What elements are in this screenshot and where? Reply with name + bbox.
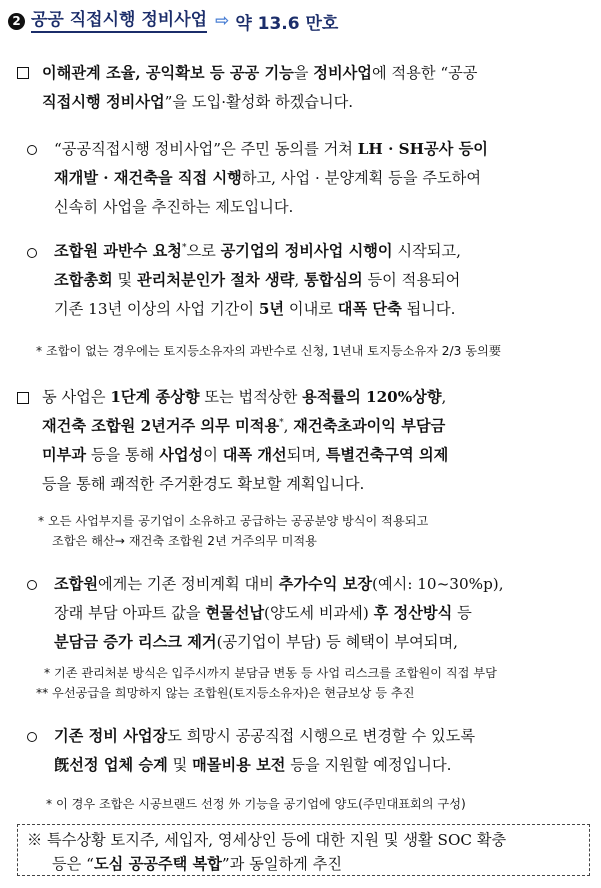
paragraph-line <box>42 444 448 465</box>
bold-text: 통합심의 <box>303 271 363 289</box>
bold-text: 재건축초과이익 부담금 <box>293 417 446 435</box>
bold-text: LH · SH공사 등이 <box>357 140 488 158</box>
box-line: ※ 특수상황 토지주, 세입자, 영세상인 등에 대한 지원 및 생활 SOC 확충 <box>27 831 507 849</box>
bold-text: 현물선납 <box>205 604 265 622</box>
paragraph-line <box>54 196 293 217</box>
text-run: 동 사업은 <box>42 388 111 406</box>
paragraph-line <box>42 386 446 407</box>
bold-text: 용적률의 120%상향 <box>302 388 442 406</box>
square-bullet-icon <box>17 392 29 404</box>
box-line <box>52 853 342 874</box>
paragraph-line <box>54 240 461 261</box>
text-run: , <box>441 388 447 406</box>
footnote: * 기존 관리처분 방식은 입주시까지 분담금 변동 등 사업 리스크를 조합원이 직접 부담 <box>44 666 497 680</box>
circle-bullet-icon <box>27 145 37 155</box>
square-bullet-icon <box>17 67 29 79</box>
bold-text: 매몰비용 보전 <box>192 756 286 774</box>
text-run: ”을 도입·활성화 하겠습니다. <box>164 93 354 111</box>
text-run: 도 희망시 공공직접 시행으로 변경할 수 있도록 <box>167 727 475 745</box>
text-run: 장래 부담 아파트 값을 <box>54 604 206 622</box>
bold-text: 관리처분인가 절차 생략 <box>137 271 295 289</box>
bold-text: 도심 공공주택 복합 <box>93 855 222 873</box>
bold-text: 1단계 종상향 <box>110 388 200 406</box>
footnote: ** 우선공급을 희망하지 않는 조합원(토지등소유자)은 현금보상 등 추진 <box>36 686 415 700</box>
text-run: 을 <box>293 64 314 82</box>
paragraph-line <box>54 631 458 652</box>
paragraph-line <box>54 573 504 594</box>
paragraph-line <box>54 298 455 319</box>
bold-text: 특별건축구역 의제 <box>325 446 449 464</box>
paragraph-line <box>54 138 488 159</box>
bold-text: 이해관계 조율, 공익확보 등 공공 기능 <box>42 64 294 82</box>
bold-text: 공기업의 정비사업 시행이 <box>220 242 393 260</box>
bold-text: 대폭 개선 <box>222 446 287 464</box>
bold-text: 분담금 증가 리스크 제거 <box>54 633 217 651</box>
bold-text: 재개발 · 재건축을 직접 시행 <box>54 169 242 187</box>
text-run: “공공직접시행 정비사업”은 주민 동의를 거쳐 <box>54 140 358 158</box>
text-run: 및 <box>167 756 193 774</box>
bold-text: 조합총회 <box>54 271 113 289</box>
bold-text: 旣선정 업체 승계 <box>54 756 168 774</box>
text-run: 및 <box>112 271 138 289</box>
circle-bullet-icon <box>27 248 37 258</box>
paragraph-line <box>42 473 364 494</box>
number-badge: 2 <box>8 13 25 30</box>
bold-text: 5년 <box>258 300 285 318</box>
bold-text: 조합원 과반수 요청 <box>54 242 182 260</box>
text-run: (예시: 10~30%p), <box>372 575 504 593</box>
footnote: * 이 경우 조합은 시공브랜드 선정 外 기능을 공기업에 양도(주민대표회의 구성) <box>46 797 466 811</box>
circle-bullet-icon <box>27 732 37 742</box>
footnote: * 오든 사업부지를 공기업이 소유하고 공급하는 공공분양 방식이 적용되고 <box>38 514 429 528</box>
title-text: 공공 직접시행 정비사업 <box>31 9 207 33</box>
text-run: * <box>181 242 187 253</box>
circle-bullet-icon <box>27 580 37 590</box>
paragraph-line <box>54 602 472 623</box>
text-run: 등을 지원할 예정입니다. <box>285 756 452 774</box>
text-run: 또는 법적상한 <box>199 388 303 406</box>
arrow-right-icon: ⇨ <box>215 11 230 31</box>
section-title <box>8 8 338 34</box>
bold-text: 후 정산방식 <box>373 604 453 622</box>
paragraph-line <box>54 754 451 775</box>
bold-text: 미부과 <box>42 446 87 464</box>
paragraph-line <box>42 91 353 112</box>
text-run: , <box>294 271 304 289</box>
bold-text: 추가수익 보장 <box>278 575 373 593</box>
text-run: 기존 13년 이상의 사업 기간이 <box>54 300 259 318</box>
text-run: 시작되고, <box>392 242 461 260</box>
text-run: 등은 “ <box>52 855 94 873</box>
text-run: ”과 동일하게 추진 <box>221 855 343 873</box>
paragraph-line <box>54 725 475 746</box>
text-run: 등이 적용되어 <box>362 271 461 289</box>
paragraph-line <box>54 269 460 290</box>
text-run: (공기업이 부담) 등 혜택이 부여되며, <box>216 633 458 651</box>
bold-text: 직접시행 정비사업 <box>42 93 165 111</box>
footnote: * 조합이 없는 경우에는 토지등소유자의 과반수로 신청, 1년내 토지등소유자 2/3 동의要 <box>36 344 502 358</box>
text-run: 이내로 <box>284 300 338 318</box>
bold-text: 조합원 <box>54 575 99 593</box>
text-run: 신속히 사업을 추진하는 제도입니다. <box>54 198 294 216</box>
text-run: 등을 통해 쾌적한 주거환경도 확보할 계획입니다. <box>42 475 365 493</box>
footnote: 조합은 해산→ 재건축 조합원 2년 거주의무 미적용 <box>52 534 317 548</box>
title-suffix: 약 13.6 만호 <box>235 13 339 34</box>
text-run: * <box>279 417 284 428</box>
bold-text: 사업성 <box>159 446 204 464</box>
paragraph-line <box>54 167 481 188</box>
paragraph-line <box>42 62 477 83</box>
paragraph-line <box>42 415 445 436</box>
bold-text: 재건축 조합원 2년거주 의무 미적용 <box>42 417 280 435</box>
bold-text: 정비사업 <box>313 64 372 82</box>
text-run: 하고, 사업 · 분양계획 등을 주도하여 <box>241 169 482 187</box>
text-run: 에게는 기존 정비계획 대비 <box>98 575 279 593</box>
text-run: 등을 통해 <box>86 446 160 464</box>
text-run: (양도세 비과세) <box>264 604 374 622</box>
text-run: , <box>283 417 294 435</box>
text-run: 에 적용한 “공공 <box>371 64 478 82</box>
text-run: 됩니다. <box>401 300 456 318</box>
bold-text: 기존 정비 사업장 <box>54 727 168 745</box>
text-run: 등 <box>452 604 472 622</box>
text-run: 되며, <box>286 446 326 464</box>
text-run: 으로 <box>186 242 221 260</box>
text-run: 이 <box>203 446 223 464</box>
bold-text: 대폭 단축 <box>337 300 402 318</box>
